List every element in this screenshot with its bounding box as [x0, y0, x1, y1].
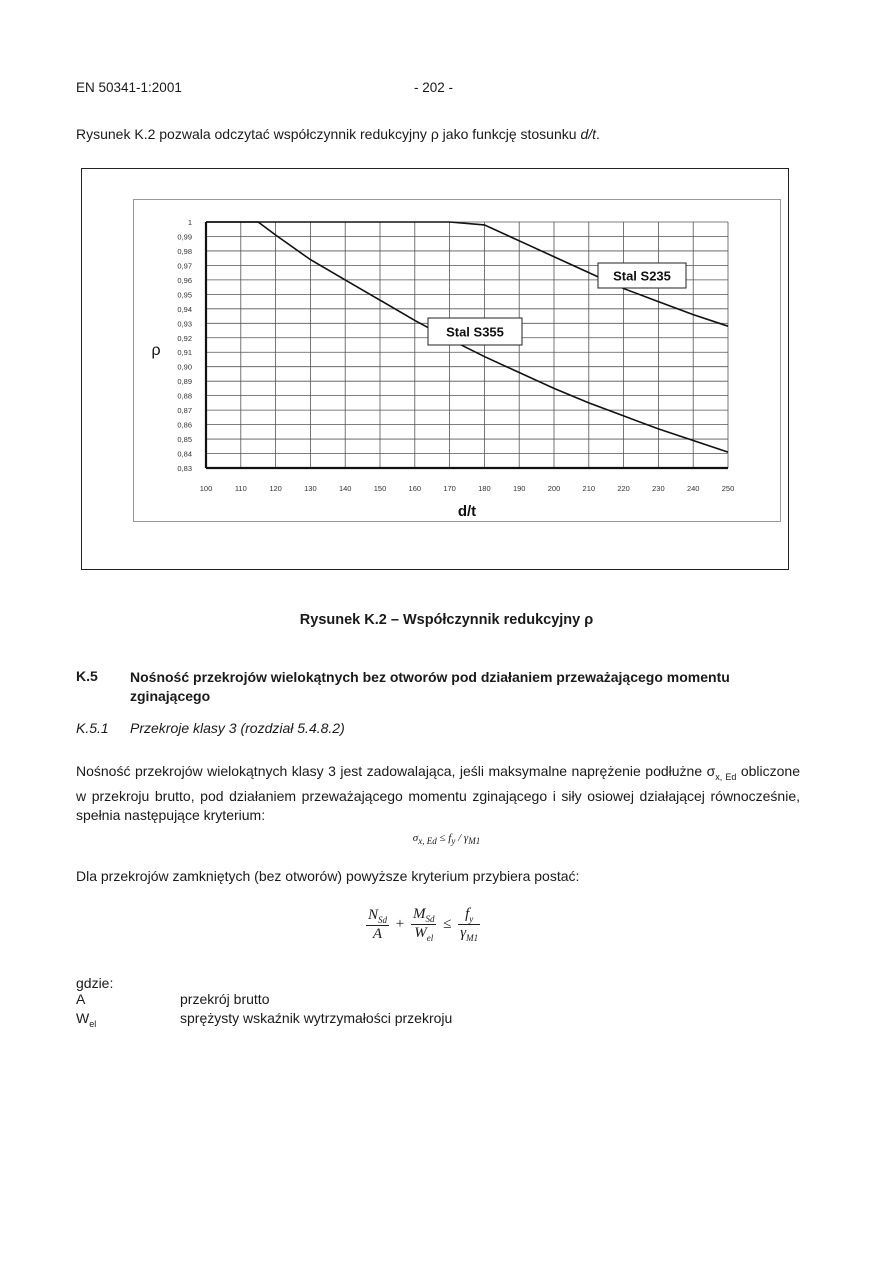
- plus-sign: +: [395, 916, 405, 932]
- symbol-a: A: [372, 925, 383, 942]
- formula-fy: ≤ f: [436, 832, 452, 844]
- definition-symbol: [76, 991, 85, 1010]
- symbol-f: f: [465, 906, 470, 922]
- annotation-s355: Stal S355: [446, 324, 504, 340]
- subsection-title: Przekroje klasy 3 (rozdział 5.4.8.2): [130, 720, 345, 736]
- symbol-gamma-sub: M1: [466, 933, 479, 943]
- y-tick-label: 0,85: [177, 435, 192, 445]
- section-number: K.5: [76, 668, 98, 684]
- symbol-text: A: [76, 991, 86, 1007]
- leq-sign: ≤: [443, 916, 452, 932]
- figure-caption: Rysunek K.2 – Współczynnik redukcyjny ρ: [299, 612, 594, 628]
- y-tick-label: 0,89: [177, 377, 192, 387]
- y-tick-label: 0,97: [177, 261, 192, 271]
- intro-text: Rysunek K.2 pozwala odczytać współczynnik redukcyjny ρ jako funkcję stosunku: [76, 126, 581, 142]
- y-tick-label: 0,87: [177, 406, 192, 416]
- x-tick-label: 120: [269, 484, 282, 493]
- y-tick-label: 1: [187, 218, 192, 227]
- x-tick-label: 190: [512, 484, 526, 493]
- symbol-w: W: [414, 925, 427, 941]
- x-tick-label: 210: [582, 484, 596, 493]
- closed-sections-paragraph: Dla przekrojów zamkniętych (bez otworów) powyższe kryterium przybiera postać:: [76, 868, 580, 884]
- formula-gamma-sub: M1: [468, 836, 481, 847]
- intro-term: d/t: [580, 126, 597, 142]
- reduction-factor-chart: [0, 0, 893, 600]
- fraction-f-gamma: [458, 906, 480, 943]
- y-tick-label: 0,83: [177, 464, 192, 473]
- y-tick-label: 0,91: [177, 348, 192, 358]
- definition-text: sprężysty wskaźnik wytrzymałości przekroju: [180, 1010, 453, 1026]
- x-tick-label: 130: [304, 484, 317, 493]
- y-tick-label: 0,90: [177, 362, 192, 372]
- para-subscript: x, Ed: [715, 771, 737, 782]
- symbol-m: M: [412, 906, 426, 922]
- where-label: gdzie:: [76, 975, 114, 991]
- x-tick-label: 100: [199, 484, 213, 493]
- symbol-sub: el: [89, 1018, 97, 1029]
- y-tick-label: 0,95: [177, 290, 192, 300]
- stress-criterion-formula: [0, 832, 893, 846]
- y-tick-label: 0,93: [177, 319, 192, 329]
- symbol-gamma: γ: [460, 925, 467, 941]
- x-tick-label: 250: [721, 484, 735, 493]
- symbol-f-sub: y: [469, 914, 474, 924]
- symbol-m-sub: Sd: [425, 914, 435, 924]
- y-tick-label: 0,92: [177, 333, 192, 343]
- y-tick-label: 0,94: [177, 304, 192, 314]
- y-tick-label: 0,98: [177, 246, 192, 256]
- y-tick-label: 0,86: [177, 420, 192, 430]
- formula-sigma-sub: x, Ed: [418, 836, 437, 847]
- fraction-n-a: [366, 907, 389, 943]
- fraction-m-w: [411, 906, 437, 943]
- closed-section-formula: [366, 906, 480, 943]
- symbol-n: N: [368, 906, 379, 923]
- formula-fy-sub: y: [451, 836, 456, 847]
- para-text-2: obliczone w przekroju brutto, pod działaniem przeważającego momentu zginającego i siły osiowej działającej równocześnie, spełnia następujące kryterium:: [76, 763, 800, 823]
- page-number: - 202 -: [414, 80, 454, 95]
- criterion-paragraph: [76, 762, 800, 825]
- symbol-w-sub: el: [426, 933, 434, 943]
- symbol-n-sub: Sd: [378, 914, 388, 925]
- x-tick-label: 230: [652, 484, 665, 493]
- x-tick-label: 180: [478, 484, 491, 493]
- y-tick-label: 0,84: [177, 449, 192, 459]
- x-tick-label: 160: [408, 484, 422, 493]
- intro-end: .: [596, 126, 600, 142]
- definition-symbol: [76, 1010, 96, 1029]
- x-tick-label: 200: [547, 484, 561, 493]
- x-tick-label: 220: [617, 484, 630, 493]
- x-tick-label: 140: [338, 484, 352, 493]
- subsection-number: K.5.1: [76, 720, 109, 736]
- y-tick-label: 0,99: [177, 232, 192, 242]
- symbol-text: W: [76, 1010, 90, 1026]
- formula-gamma: / γ: [455, 832, 469, 844]
- annotation-s235: Stal S235: [613, 268, 671, 284]
- x-axis-label: d/t: [457, 503, 477, 520]
- x-tick-label: 150: [373, 484, 387, 493]
- y-axis-label: ρ: [151, 342, 161, 359]
- formula-sigma: σ: [412, 832, 419, 844]
- para-text-1: Nośność przekrojów wielokątnych klasy 3 jest zadowalająca, jeśli maksymalne naprężenie podłużne σ: [76, 763, 716, 779]
- x-tick-label: 240: [686, 484, 700, 493]
- definition-text: przekrój brutto: [180, 991, 270, 1007]
- x-tick-label: 170: [443, 484, 456, 493]
- section-title: Nośność przekrojów wielokątnych bez otworów pod działaniem przeważającego momentu zginającego: [130, 669, 730, 704]
- y-tick-label: 0,88: [177, 391, 192, 401]
- document-id: EN 50341-1:2001: [76, 80, 182, 95]
- x-tick-label: 110: [234, 484, 247, 493]
- y-tick-label: 0,96: [177, 275, 192, 285]
